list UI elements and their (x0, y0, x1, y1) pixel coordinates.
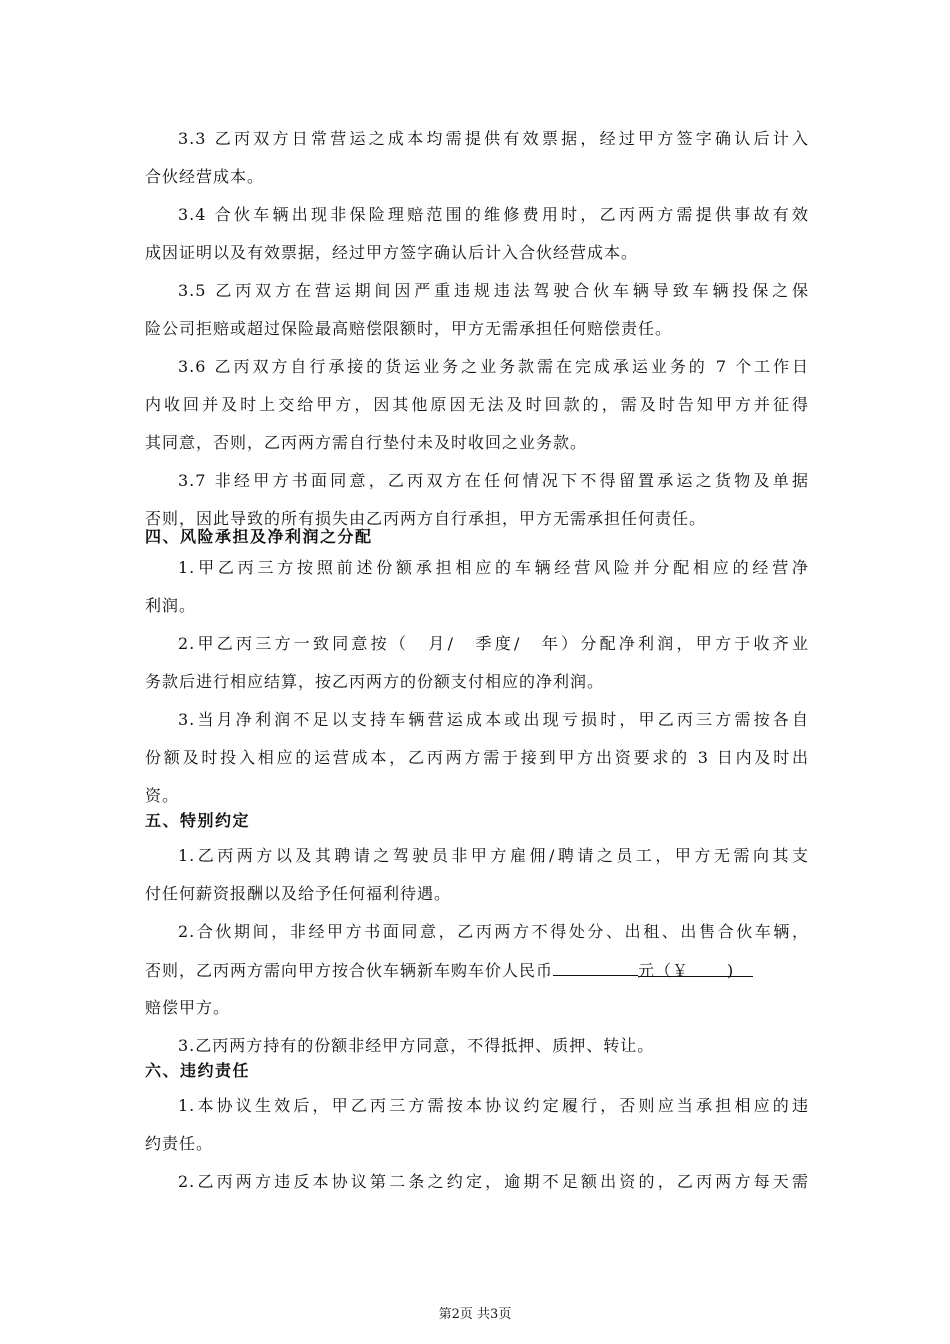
paragraph-line: 3.4 合伙车辆出现非保险理赔范围的维修费用时，乙丙两方需提供事故有效 (178, 205, 809, 224)
paragraph-line: 险公司拒赔或超过保险最高赔偿限额时，甲方无需承担任何赔偿责任。 (145, 319, 673, 338)
paragraph-line: 2.乙丙两方违反本协议第二条之约定，逾期不足额出资的，乙丙两方每天需 (178, 1172, 809, 1191)
paragraph-line: 利润。 (145, 596, 197, 615)
paragraph-line: 3.6 乙丙双方自行承接的货运业务之业务款需在完成承运业务的 7 个工作日 (178, 357, 809, 376)
amount-paren (638, 954, 753, 980)
paragraph-line (145, 953, 809, 987)
paragraph-line: 内收回并及时上交给甲方，因其他原因无法及时回款的，需及时告知甲方并征得 (145, 395, 809, 414)
paragraph-line: 务款后进行相应结算，按乙丙两方的份额支付相应的净利润。 (145, 672, 605, 691)
paragraph-line: 3.乙丙两方持有的份额非经甲方同意，不得抵押、质押、转让。 (178, 1036, 655, 1055)
blank-amount-line (553, 953, 638, 976)
paragraph-line: 其同意，否则，乙丙两方需自行垫付未及时收回之业务款。 (145, 433, 588, 452)
paragraph-line: 否则，因此导致的所有损失由乙丙两方自行承担，甲方无需承担任何责任。 (145, 509, 707, 528)
section-heading: 四、风险承担及净利润之分配 (145, 527, 373, 546)
paragraph-line: 1.乙丙两方以及其聘请之驾驶员非甲方雇佣/聘请之员工，甲方无需向其支 (178, 846, 809, 865)
paragraph-line: 份额及时投入相应的运营成本，乙丙两方需于接到甲方出资要求的 3 日内及时出 (145, 748, 809, 767)
section-heading: 六、违约责任 (145, 1061, 251, 1080)
paragraph-line: 成因证明以及有效票据，经过甲方签字确认后计入合伙经营成本。 (145, 243, 639, 262)
paragraph-line: 3.3 乙丙双方日常营运之成本均需提供有效票据，经过甲方签字确认后计入 (178, 129, 809, 148)
page-number: 第2页 共3页 (438, 1307, 512, 1322)
paragraph-line: 1.本协议生效后，甲乙丙三方需按本协议约定履行，否则应当承担相应的违 (178, 1096, 809, 1115)
paragraph-line: 2.合伙期间，非经甲方书面同意，乙丙两方不得处分、出租、出售合伙车辆， (178, 922, 809, 941)
paragraph-line: 3.7 非经甲方书面同意，乙丙双方在任何情况下不得留置承运之货物及单据 (178, 471, 809, 490)
paragraph-line: 1.甲乙丙三方按照前述份额承担相应的车辆经营风险并分配相应的经营净 (178, 558, 809, 577)
close-paren: ) (727, 961, 735, 980)
paragraph-line: 赔偿甲方。 (145, 998, 231, 1017)
paragraph-line: 付任何薪资报酬以及给予任何福利待遇。 (145, 884, 452, 903)
yuan-label: 元（￥ (638, 961, 690, 980)
paragraph-line: 约责任。 (145, 1134, 214, 1153)
paragraph-line: 资。 (145, 786, 180, 805)
paragraph-line: 3.5 乙丙双方在营运期间因严重违规违法驾驶合伙车辆导致车辆投保之保 (178, 281, 809, 300)
paragraph-line: 3.当月净利润不足以支持车辆营运成本或出现亏损时，甲乙丙三方需按各自 (178, 710, 809, 729)
paragraph-line: 合伙经营成本。 (145, 167, 265, 186)
paragraph-line: 2.甲乙丙三方一致同意按（ 月/ 季度/ 年）分配净利润，甲方于收齐业 (178, 634, 809, 653)
clause-text: 否则，乙丙两方需向甲方按合伙车辆新车购车价人民币 (145, 961, 554, 980)
section-heading: 五、特别约定 (145, 811, 251, 830)
